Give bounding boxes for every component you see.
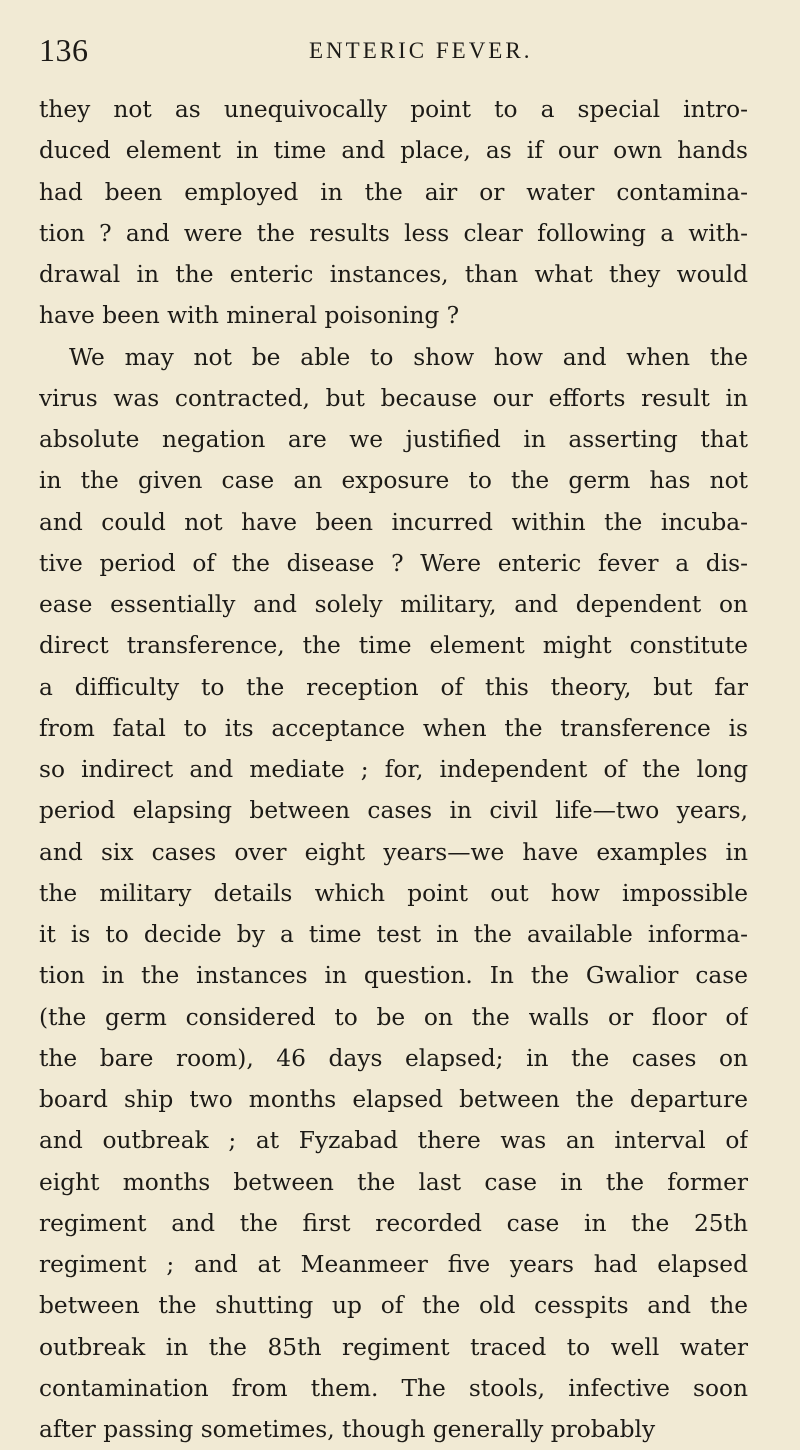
text-line: they not as unequivocally point to a special intro- xyxy=(39,96,748,123)
text-line: after passing sometimes, though generally probably xyxy=(39,1416,656,1443)
running-head: ENTERIC FEVER. xyxy=(309,38,533,63)
text-line: eight months between the last case in the former xyxy=(39,1168,748,1196)
text-line: ease essentially and solely military, and dependent on xyxy=(39,591,748,618)
body-text xyxy=(39,89,748,1450)
text-line: and six cases over eight years—we have examples in xyxy=(39,838,748,866)
text-line: board ship two months elapsed between the departure xyxy=(39,1086,748,1113)
text-line: outbreak in the 85th regiment traced to well water xyxy=(39,1333,748,1361)
page-number: 136 xyxy=(39,32,89,68)
text-line: between the shutting up of the old cesspits and the xyxy=(39,1292,748,1320)
text-line: absolute negation are we justified in asserting that xyxy=(39,426,748,453)
text-line: period elapsing between cases in civil life—two years, xyxy=(39,797,748,825)
text-line: tive period of the disease ? Were enteric fever a dis- xyxy=(39,549,748,577)
text-line: duced element in time and place, as if our own hands xyxy=(39,137,748,165)
text-line: tion in the instances in question. In the Gwalior case xyxy=(39,962,748,990)
page-header xyxy=(39,26,754,74)
text-line: direct transference, the time element might constitute xyxy=(39,632,748,660)
text-line: have been with mineral poisoning ? xyxy=(39,302,460,330)
text-line: and outbreak ; at Fyzabad there was an interval of xyxy=(39,1127,748,1155)
text-line: (the germ considered to be on the walls or floor of xyxy=(39,1003,748,1031)
text-line: in the given case an exposure to the germ has not xyxy=(39,467,748,495)
text-line: We may not be able to show how and when the xyxy=(69,343,748,371)
text-line: it is to decide by a time test in the available informa- xyxy=(39,921,748,948)
text-line: so indirect and mediate ; for, independent of the long xyxy=(39,756,748,783)
text-line: a difficulty to the reception of this theory, but far xyxy=(39,673,748,701)
text-line: contamination from them. The stools, infective soon xyxy=(39,1374,748,1402)
text-line: regiment and the first recorded case in the 25th xyxy=(39,1209,748,1237)
text-line: regiment ; and at Meanmeer five years had elapsed xyxy=(39,1251,748,1278)
text-line: the bare room), 46 days elapsed; in the cases on xyxy=(39,1044,748,1072)
text-line: tion ? and were the results less clear following a with- xyxy=(39,219,748,247)
text-line: had been employed in the air or water contamina- xyxy=(39,178,748,206)
text-line: from fatal to its acceptance when the transference is xyxy=(39,714,748,742)
text-line: the military details which point out how impossible xyxy=(39,879,748,907)
text-line: and could not have been incurred within the incuba- xyxy=(39,508,748,536)
text-line: virus was contracted, but because our efforts result in xyxy=(39,384,748,412)
text-line: drawal in the enteric instances, than what they would xyxy=(39,261,748,288)
